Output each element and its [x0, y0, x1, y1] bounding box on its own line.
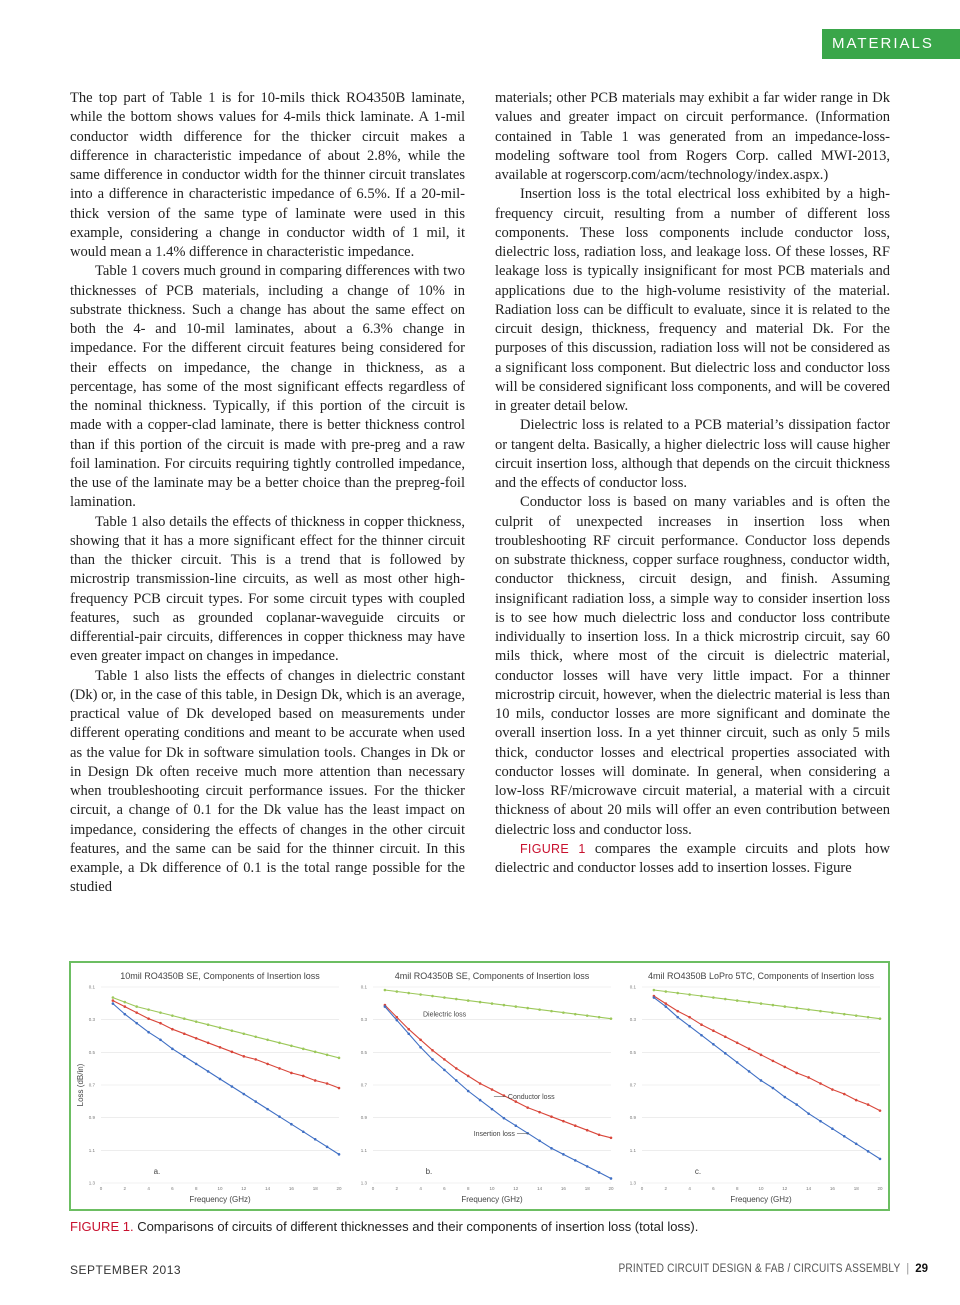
dielectric-loss-point: [219, 1026, 222, 1029]
dielectric-loss-line: [654, 990, 880, 1019]
dielectric-loss-point: [384, 989, 387, 992]
conductor-loss-point: [807, 1076, 810, 1079]
insertion-loss-point: [700, 1034, 703, 1037]
paragraph: Insertion loss is the total electrical loss exhibited by a high-frequency circuit, resulting from a number of different loss components. These loss components include conductor loss, dielectric loss, radiation loss, and leakage loss. Of these losses, RF leakage loss is typically insignificant for most PCB materials and applications due to the high-volume resistivity of the material. Radiation loss can be difficult to evaluate, since it is related to the circuit design, thickness, frequency and material Dk. For the purposes of this discussion, radiation loss will not be considered as a significant loss component. But dielectric loss and conductor loss will be considered significant loss components, and will be covered in greater detail below.: [495, 186, 890, 414]
dielectric-loss-point: [254, 1035, 257, 1038]
paragraph-text: compares the example circuits and plots how dielectric and conductor losses add to insertion losses. Figure: [495, 840, 890, 876]
y-tick-label: 0.7: [629, 1082, 636, 1088]
insertion-loss-point: [503, 1117, 506, 1120]
x-tick-label: 10: [489, 1186, 495, 1191]
x-tick-label: 14: [265, 1186, 271, 1191]
y-tick-label: 1.1: [88, 1147, 95, 1153]
conductor-loss-point: [676, 1010, 679, 1013]
insertion-loss-point: [431, 1058, 434, 1061]
publication-name: PRINTED CIRCUIT DESIGN & FAB / CIRCUITS ASSEMBLY: [618, 1263, 901, 1275]
insertion-loss-point: [231, 1085, 234, 1088]
x-tick-label: 12: [241, 1186, 247, 1191]
annotation-dielectric-loss: Dielectric loss: [422, 1011, 467, 1019]
insertion-loss-point: [407, 1032, 410, 1035]
figure-1-charts: [71, 963, 888, 1209]
conductor-loss-point: [124, 1005, 127, 1008]
conductor-loss-point: [290, 1072, 293, 1075]
insertion-loss-point: [736, 1061, 739, 1064]
insertion-loss-point: [819, 1120, 822, 1123]
conductor-loss-point: [538, 1111, 541, 1114]
dielectric-loss-point: [538, 1008, 541, 1011]
y-tick-label: 0.5: [88, 1049, 95, 1055]
dielectric-loss-point: [302, 1048, 305, 1051]
y-tick-label: 0.5: [629, 1049, 636, 1055]
conductor-loss-point: [855, 1099, 858, 1102]
insertion-loss-point: [550, 1147, 553, 1150]
conductor-loss-point: [526, 1106, 529, 1109]
x-tick-label: 14: [537, 1186, 543, 1191]
conductor-loss-point: [610, 1136, 613, 1139]
chart-title: 4mil RO4350B LoPro 5TC, Components of Insertion loss: [647, 971, 875, 981]
conductor-loss-point: [171, 1028, 174, 1031]
x-tick-label: 18: [853, 1186, 859, 1191]
insertion-loss-point: [712, 1043, 715, 1046]
conductor-loss-point: [443, 1058, 446, 1061]
dielectric-loss-point: [491, 1002, 494, 1005]
conductor-loss-point: [688, 1016, 691, 1019]
dielectric-loss-point: [610, 1017, 613, 1020]
x-tick-label: 6: [171, 1186, 174, 1191]
conductor-loss-point: [598, 1133, 601, 1136]
conductor-loss-point: [112, 999, 115, 1002]
figure-caption: [70, 1219, 900, 1234]
conductor-loss-line: [113, 1001, 339, 1088]
x-tick-label: 10: [217, 1186, 223, 1191]
insertion-loss-point: [665, 1005, 668, 1008]
y-tick-label: 0.7: [88, 1082, 95, 1088]
dielectric-loss-point: [326, 1054, 329, 1057]
insertion-loss-point: [419, 1046, 422, 1049]
insertion-loss-point: [760, 1079, 763, 1082]
insertion-loss-point: [135, 1022, 138, 1025]
caption-text: Comparisons of circuits of different thicknesses and their components of insertion loss (total loss).: [133, 1219, 699, 1234]
insertion-loss-point: [326, 1146, 329, 1149]
conductor-loss-point: [302, 1075, 305, 1078]
x-tick-label: 16: [829, 1186, 835, 1191]
conductor-loss-point: [147, 1017, 150, 1020]
x-tick-label: 2: [123, 1186, 127, 1191]
dielectric-loss-point: [831, 1011, 834, 1014]
conductor-loss-point: [396, 1016, 399, 1019]
x-tick-label: 8: [466, 1186, 470, 1191]
insertion-loss-point: [586, 1165, 589, 1168]
insertion-loss-point: [254, 1100, 257, 1103]
y-tick-label: 0.1: [88, 984, 95, 990]
annotation-insertion-loss: Insertion loss: [473, 1131, 515, 1139]
insertion-loss-point: [243, 1093, 246, 1096]
x-axis-label: Frequency (GHz): [461, 1195, 523, 1204]
conductor-loss-point: [760, 1054, 763, 1057]
y-tick-label: 0.3: [88, 1017, 95, 1023]
conductor-loss-point: [843, 1093, 846, 1096]
conductor-loss-point: [712, 1029, 715, 1032]
conductor-loss-point: [338, 1087, 341, 1090]
insertion-loss-point: [855, 1143, 858, 1146]
insertion-loss-point: [302, 1130, 305, 1133]
insertion-loss-point: [807, 1112, 810, 1115]
conductor-loss-point: [183, 1032, 186, 1035]
insertion-loss-point: [795, 1103, 798, 1106]
insertion-loss-point: [843, 1135, 846, 1138]
x-axis-label: Frequency (GHz): [189, 1195, 251, 1204]
paragraph: Conductor loss is based on many variables and is often the culprit of unexpected increases in insertion loss when troubleshooting RF circuit performance. Conductor loss depends on substrate thickness, copper surface roughness, conductor width, conductor thickness, circuit design, and finish. Assuming insignificant radiation loss, a simple way to consider insertion loss is to see how much dielectric loss and conductor loss contribute individually to insertion loss. In a thick microstrip circuit, say 60 mils thick, where most of the circuit is dielectric material, conductor losses will have very little impact. For a thinner microstrip circuit, however, when the dielectric material is less than 10 mils, conductor losses are more significant and dominate the overall insertion loss. In a yet thinner circuit, such as only 5 mils thick, conductor losses and electrical properties associated with conductor losses will dominate. In general, when considering a low-loss RF/microwave circuit material, a material with a circuit thickness of about 20 mils will offer an even contribution between dielectric loss and conductor loss.: [495, 494, 890, 838]
conductor-loss-point: [195, 1037, 198, 1040]
conductor-loss-point: [784, 1066, 787, 1069]
insertion-loss-point: [219, 1078, 222, 1081]
insertion-loss-point: [124, 1013, 127, 1016]
paragraph: Table 1 covers much ground in comparing differences with two thicknesses of PCB materials, including a change of 10% in substrate thickness. Such a change has about the same effect on both the 4- and 10-mil laminates, about a 6.3% change in impedance. For the different circuit features being considered for their effects on impedance, the change in thickness, as a percentage, has some of the most significant effects regardless of the nominal thickness. Typically, if this portion of the circuit is made with a copper-clad laminate, there is better thickness control than if this portion of the circuit is made with pre-preg and a raw foil lamination. For circuits requiring tightly controlled impedance, the use of the laminate may be a better choice than the prepreg-foil lamination.: [70, 263, 465, 511]
paragraph: Dielectric loss is related to a PCB material’s dissipation factor or tangent delta. Basically, a higher dielectric loss will cause higher circuit insertion loss, although that depends on the circuit thickness and the effects of conductor loss.: [495, 417, 890, 491]
insertion-loss-point: [748, 1070, 751, 1073]
dielectric-loss-point: [419, 993, 422, 996]
dielectric-loss-point: [407, 992, 410, 995]
dielectric-loss-point: [479, 1001, 482, 1004]
conductor-loss-point: [326, 1082, 329, 1085]
x-axis-label: Frequency (GHz): [730, 1195, 792, 1204]
dielectric-loss-point: [159, 1011, 162, 1014]
conductor-loss-line: [654, 996, 880, 1111]
paragraph: Table 1 also lists the effects of changes in dielectric constant (Dk) or, in the case of this table, in Design Dk, which is an average, practical value of Dk developed based on measurements under different operating conditions and meant to be accurate when used as the value for Dk in software simulation tools. Changes in Dk or in Design Dk often receive much more attention than necessary when troubleshooting circuit performance issues. For the thicker circuit, a change of 0.1 for the Dk value has the least impact on impedance, considering the effects of changes in the other circuit features, and the same can be said for the thinner circuit. In this example, a Dk difference of 0.1 is the total range possible for the studied: [70, 667, 465, 896]
x-tick-label: 6: [712, 1186, 715, 1191]
dielectric-loss-point: [124, 1001, 127, 1004]
insertion-loss-point: [171, 1048, 174, 1051]
y-tick-label: 0.7: [360, 1082, 367, 1088]
paragraph: The top part of Table 1 is for 10-mils thick RO4350B laminate, while the bottom shows values for 4-mils thick laminate. A 1-mil conductor width difference for the thicker circuit makes a difference in characteristic impedance of about 2.8%, while the same difference in conductor width for the thinner circuit translates into a difference in characteristic impedance of 6.5%. If a 20-mil-thick version of the same type of laminate were used in this example, considering a change in conductor width of 1 mil, it would mean a 1.4% difference in characteristic impedance.: [70, 90, 465, 260]
footer-date: SEPTEMBER 2013: [70, 1263, 182, 1277]
x-tick-label: 0: [640, 1186, 644, 1191]
dielectric-loss-point: [700, 995, 703, 998]
conductor-loss-point: [231, 1051, 234, 1054]
x-tick-label: 20: [336, 1186, 342, 1191]
y-tick-label: 1.1: [629, 1147, 636, 1153]
dielectric-loss-point: [748, 1001, 751, 1004]
conductor-loss-point: [407, 1028, 410, 1031]
insertion-loss-point: [396, 1019, 399, 1022]
conductor-loss-point: [431, 1049, 434, 1052]
dielectric-loss-point: [867, 1016, 870, 1019]
x-tick-label: 14: [806, 1186, 812, 1191]
conductor-loss-point: [550, 1115, 553, 1118]
conductor-loss-point: [867, 1103, 870, 1106]
y-tick-label: 1.3: [360, 1180, 367, 1186]
dielectric-loss-point: [135, 1005, 138, 1008]
dielectric-loss-point: [455, 998, 458, 1001]
x-tick-label: 8: [194, 1186, 198, 1191]
conductor-loss-point: [207, 1041, 210, 1044]
chart-title: 10mil RO4350B SE, Components of Insertion loss: [120, 971, 320, 981]
insertion-loss-point: [384, 1005, 387, 1008]
insertion-loss-point: [724, 1052, 727, 1055]
conductor-loss-point: [879, 1109, 882, 1112]
dielectric-loss-point: [676, 992, 679, 995]
chart-title: 4mil RO4350B SE, Components of Insertion loss: [394, 971, 590, 981]
caption-label: FIGURE 1.: [70, 1219, 134, 1234]
insertion-loss-point: [598, 1171, 601, 1174]
dielectric-loss-point: [171, 1014, 174, 1017]
dielectric-loss-point: [855, 1014, 858, 1017]
insertion-loss-point: [290, 1123, 293, 1126]
dielectric-loss-point: [760, 1002, 763, 1005]
insertion-loss-point: [879, 1158, 882, 1161]
dielectric-loss-point: [431, 995, 434, 998]
dielectric-loss-point: [807, 1008, 810, 1011]
footer-publication-info: [580, 1263, 928, 1275]
x-tick-label: 2: [395, 1186, 399, 1191]
dielectric-loss-point: [586, 1014, 589, 1017]
dielectric-loss-point: [338, 1057, 341, 1060]
conductor-loss-point: [254, 1058, 257, 1061]
dielectric-loss-point: [243, 1032, 246, 1035]
paragraph: materials; other PCB materials may exhibit a far wider range in Dk values and greater impact on circuit performance. (Information contained in Table 1 was generated from an impedance-loss-modeling software tool from Rogers Corp. called MWI-2013, available at rogerscorp.com/acm/technology/index.aspx.): [495, 90, 890, 183]
conductor-loss-point: [819, 1082, 822, 1085]
conductor-loss-point: [748, 1048, 751, 1051]
x-tick-label: 20: [877, 1186, 883, 1191]
dielectric-loss-point: [443, 996, 446, 999]
insertion-loss-point: [338, 1153, 341, 1156]
conductor-loss-point: [159, 1022, 162, 1025]
insertion-loss-point: [831, 1127, 834, 1130]
insertion-loss-point: [538, 1139, 541, 1142]
dielectric-loss-point: [314, 1051, 317, 1054]
y-tick-label: 0.3: [629, 1017, 636, 1023]
dielectric-loss-line: [385, 990, 611, 1019]
x-tick-label: 2: [664, 1186, 668, 1191]
x-tick-label: 18: [312, 1186, 318, 1191]
insertion-loss-point: [207, 1070, 210, 1073]
insertion-loss-point: [772, 1087, 775, 1090]
panel-label: b.: [425, 1167, 433, 1176]
dielectric-loss-point: [784, 1005, 787, 1008]
x-tick-label: 10: [758, 1186, 764, 1191]
insertion-loss-point: [784, 1096, 787, 1099]
insertion-loss-point: [688, 1025, 691, 1028]
insertion-loss-point: [515, 1124, 518, 1127]
conductor-loss-point: [467, 1075, 470, 1078]
insertion-loss-point: [147, 1031, 150, 1034]
x-tick-label: 6: [443, 1186, 446, 1191]
insertion-loss-point: [314, 1138, 317, 1141]
dielectric-loss-point: [207, 1023, 210, 1026]
dielectric-loss-point: [112, 996, 115, 999]
dielectric-loss-point: [515, 1005, 518, 1008]
conductor-loss-point: [724, 1035, 727, 1038]
dielectric-loss-point: [712, 996, 715, 999]
y-tick-label: 0.1: [629, 984, 636, 990]
x-tick-label: 12: [782, 1186, 788, 1191]
dielectric-loss-point: [195, 1020, 198, 1023]
x-tick-label: 12: [513, 1186, 519, 1191]
insertion-loss-point: [159, 1038, 162, 1041]
conductor-loss-point: [479, 1082, 482, 1085]
conductor-loss-point: [795, 1072, 798, 1075]
footer-separator: |: [906, 1263, 910, 1275]
conductor-loss-point: [562, 1120, 565, 1123]
insertion-loss-point: [562, 1153, 565, 1156]
x-tick-label: 0: [99, 1186, 103, 1191]
x-tick-label: 4: [688, 1186, 691, 1191]
annotation-conductor-loss: Conductor loss: [507, 1094, 555, 1102]
x-tick-label: 0: [371, 1186, 375, 1191]
dielectric-loss-point: [503, 1004, 506, 1007]
y-axis-label: Loss (dB/in): [76, 1063, 85, 1107]
dielectric-loss-point: [290, 1045, 293, 1048]
dielectric-loss-point: [879, 1017, 882, 1020]
x-tick-label: 16: [560, 1186, 566, 1191]
figure-reference[interactable]: FIGURE 1: [520, 841, 586, 856]
dielectric-loss-point: [653, 989, 656, 992]
insertion-loss-point: [653, 996, 656, 999]
dielectric-loss-point: [688, 993, 691, 996]
dielectric-loss-point: [574, 1013, 577, 1016]
conductor-loss-point: [772, 1060, 775, 1063]
y-tick-label: 0.1: [360, 984, 367, 990]
conductor-loss-point: [243, 1055, 246, 1058]
dielectric-loss-point: [562, 1011, 565, 1014]
figure-1: [69, 961, 890, 1211]
conductor-loss-point: [314, 1079, 317, 1082]
insertion-loss-point: [479, 1099, 482, 1102]
conductor-loss-point: [665, 1002, 668, 1005]
paragraph: [495, 840, 890, 879]
conductor-loss-point: [586, 1129, 589, 1132]
dielectric-loss-point: [396, 990, 399, 993]
insertion-loss-point: [526, 1132, 529, 1135]
insertion-loss-point: [610, 1177, 613, 1180]
section-tab: MATERIALS: [822, 29, 960, 59]
dielectric-loss-point: [736, 999, 739, 1002]
dielectric-loss-point: [526, 1007, 529, 1010]
left-column: [70, 89, 465, 898]
y-tick-label: 0.9: [88, 1115, 95, 1121]
insertion-loss-point: [491, 1108, 494, 1111]
conductor-loss-point: [700, 1023, 703, 1026]
conductor-loss-point: [736, 1041, 739, 1044]
y-tick-label: 0.3: [360, 1017, 367, 1023]
page-number: 29: [915, 1263, 928, 1275]
insertion-loss-line: [113, 1004, 339, 1155]
insertion-loss-point: [112, 1002, 115, 1005]
conductor-loss-point: [266, 1063, 269, 1066]
insertion-loss-point: [455, 1079, 458, 1082]
x-tick-label: 20: [608, 1186, 614, 1191]
insertion-loss-point: [574, 1159, 577, 1162]
y-tick-label: 0.5: [360, 1049, 367, 1055]
conductor-loss-point: [831, 1088, 834, 1091]
insertion-loss-point: [676, 1016, 679, 1019]
dielectric-loss-point: [819, 1010, 822, 1013]
dielectric-loss-point: [772, 1004, 775, 1007]
dielectric-loss-point: [147, 1008, 150, 1011]
y-tick-label: 0.9: [629, 1115, 636, 1121]
conductor-loss-point: [278, 1067, 281, 1070]
insertion-loss-line: [654, 998, 880, 1159]
paragraph: Table 1 also details the effects of thickness in copper thickness, showing that it has a more significant effect for the thinner circuit than the thicker circuit. This is a trend that is followed by microstrip transmission-line circuits, as well as most other high-frequency PCB circuit types. For some circuit types with coupled features, such as grounded coplanar-waveguide circuits or differential-pair circuits, differences in copper thickness may have even greater impact on changes in impedance.: [70, 513, 465, 665]
dielectric-loss-line: [113, 998, 339, 1058]
dielectric-loss-point: [598, 1016, 601, 1019]
x-tick-label: 18: [584, 1186, 590, 1191]
dielectric-loss-point: [231, 1029, 234, 1032]
y-tick-label: 1.1: [360, 1147, 367, 1153]
conductor-loss-point: [491, 1088, 494, 1091]
x-tick-label: 4: [147, 1186, 150, 1191]
insertion-loss-point: [195, 1063, 198, 1066]
insertion-loss-point: [443, 1069, 446, 1072]
y-tick-label: 1.3: [629, 1180, 636, 1186]
insertion-loss-point: [278, 1115, 281, 1118]
dielectric-loss-point: [467, 999, 470, 1002]
y-tick-label: 1.3: [88, 1180, 95, 1186]
insertion-loss-point: [183, 1055, 186, 1058]
x-tick-label: 8: [735, 1186, 739, 1191]
right-column: [495, 89, 890, 878]
dielectric-loss-point: [550, 1010, 553, 1013]
dielectric-loss-point: [278, 1041, 281, 1044]
conductor-loss-point: [574, 1124, 577, 1127]
panel-label: c.: [694, 1167, 702, 1176]
insertion-loss-point: [867, 1150, 870, 1153]
conductor-loss-point: [419, 1038, 422, 1041]
x-tick-label: 4: [419, 1186, 422, 1191]
conductor-loss-point: [219, 1046, 222, 1049]
dielectric-loss-point: [724, 998, 727, 1001]
y-tick-label: 0.9: [360, 1115, 367, 1121]
conductor-loss-point: [455, 1067, 458, 1070]
conductor-loss-point: [135, 1011, 138, 1014]
insertion-loss-point: [266, 1108, 269, 1111]
dielectric-loss-point: [843, 1013, 846, 1016]
dielectric-loss-point: [183, 1017, 186, 1020]
insertion-loss-point: [467, 1090, 470, 1093]
x-tick-label: 16: [288, 1186, 294, 1191]
dielectric-loss-point: [266, 1038, 269, 1041]
dielectric-loss-point: [665, 990, 668, 993]
panel-label: a.: [153, 1167, 161, 1176]
dielectric-loss-point: [795, 1007, 798, 1010]
